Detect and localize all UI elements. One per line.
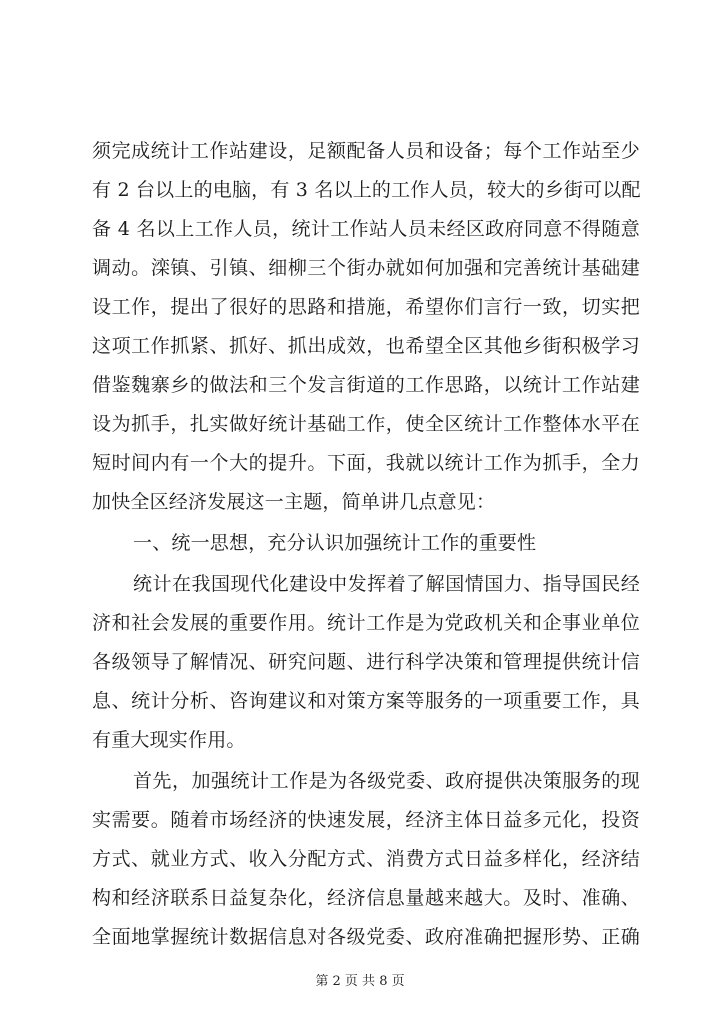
- text-line: 构和经济联系日益复杂化，经济信息量越来越大。及时、准确、: [92, 887, 640, 909]
- text-line: 方式、就业方式、收入分配方式、消费方式日益多样化，经济结: [92, 848, 640, 870]
- text-line: 济和社会发展的重要作用。统计工作是为党政机关和企事业单位: [92, 612, 640, 634]
- text-line: 设工作，提出了很好的思路和措施，希望你们言行一致，切实把: [92, 296, 640, 318]
- text-line: 息、统计分析、咨询建议和对策方案等服务的一项重要工作，具: [92, 690, 640, 712]
- text-line: 有 2 台以上的电脑，有 3 名以上的工作人员，较大的乡街可以配: [92, 179, 641, 201]
- text-line: 全面地掌握统计数据信息对各级党委、政府准确把握形势、正确: [92, 926, 640, 948]
- text-line: 短时间内有一个大的提升。下面，我就以统计工作为抓手，全力: [92, 452, 640, 474]
- text-line: 有重大现实作用。: [92, 729, 246, 751]
- text-line: 备 4 名以上工作人员，统计工作站人员未经区政府同意不得随意: [92, 218, 640, 240]
- text-line: 须完成统计工作站建设，足额配备人员和设备；每个工作站至少: [92, 140, 640, 162]
- text-line: 实需要。随着市场经济的快速发展，经济主体日益多元化，投资: [92, 809, 640, 831]
- section-heading: 一、统一思想，充分认识加强统计工作的重要性: [133, 532, 537, 554]
- text-line: 设为抓手，扎实做好统计基础工作，使全区统计工作整体水平在: [92, 413, 640, 435]
- text-line: 调动。滦镇、引镇、细柳三个街办就如何加强和完善统计基础建: [92, 257, 640, 279]
- text-line: 借鉴魏寨乡的做法和三个发言街道的工作思路，以统计工作站建: [92, 374, 640, 396]
- text-line: 这项工作抓紧、抓好、抓出成效，也希望全区其他乡街积极学习: [92, 335, 640, 357]
- text-line: 首先，加强统计工作是为各级党委、政府提供决策服务的现: [133, 770, 640, 792]
- text-line: 统计在我国现代化建设中发挥着了解国情国力、指导国民经: [133, 573, 640, 595]
- text-line: 加快全区经济发展这一主题，简单讲几点意见：: [92, 491, 496, 513]
- page-number: 第 2 页 共 8 页: [315, 974, 405, 989]
- text-line: 各级领导了解情况、研究问题、进行科学决策和管理提供统计信: [92, 651, 640, 673]
